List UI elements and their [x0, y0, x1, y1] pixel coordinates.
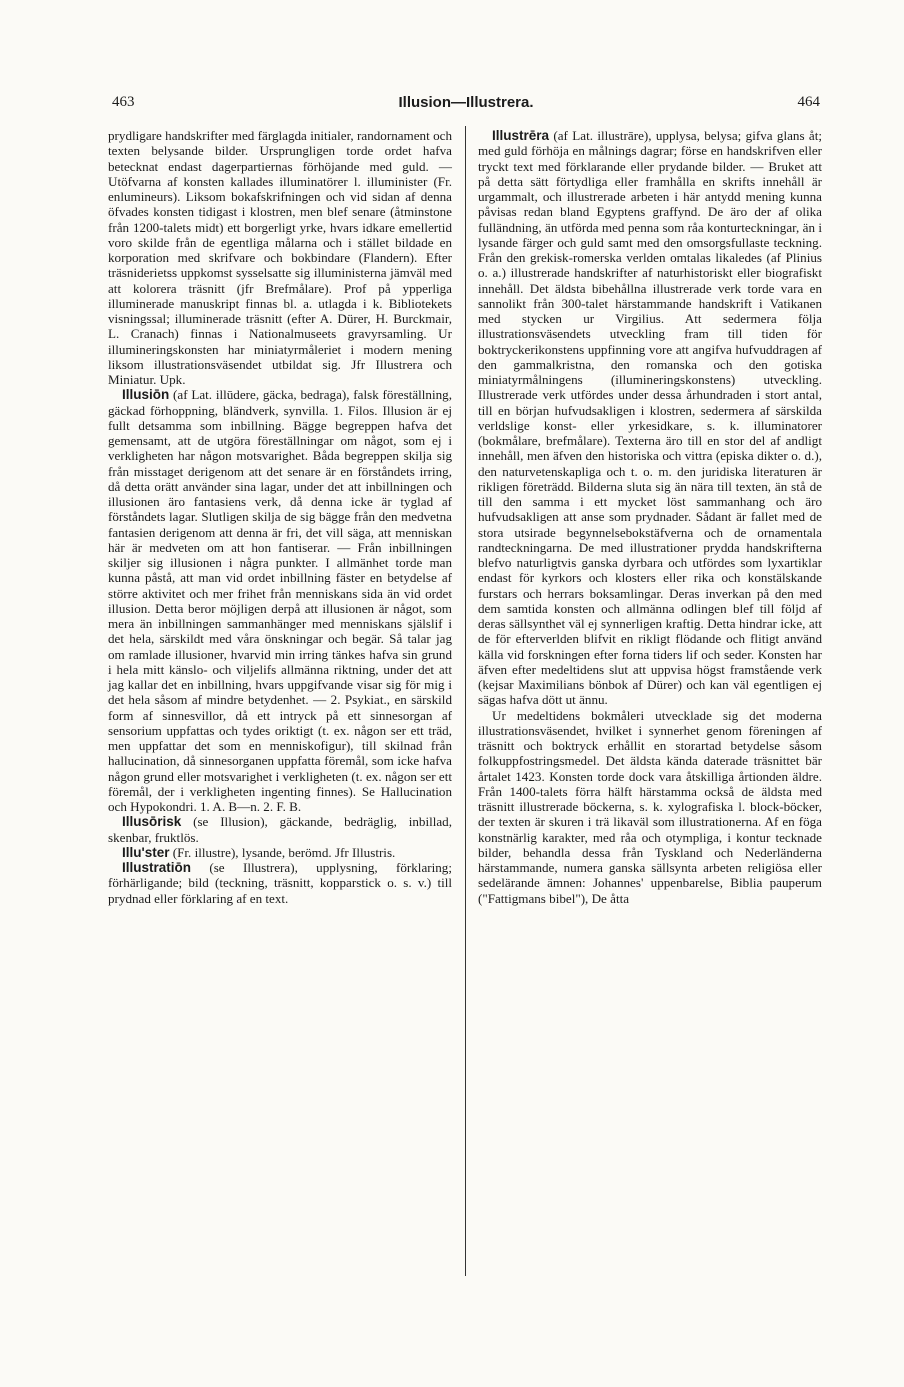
right-column	[478, 128, 822, 906]
entry-illustrera	[478, 128, 822, 708]
headword-illusion: Illusiōn	[122, 387, 170, 403]
entry-illustrera-paragraph-2: Ur medeltidens bokmåleri utvecklade sig det moderna illustrationsväsendet, hvilket i synnerhet genom föreningen af träsnitt och boktryck erhållit en storartad betydelse såsom folkuppfostringsmedel. Det äldsta kända daterade träsnittet bär årtalet 1423. Konsten torde dock vara åtskilliga årtionden äldre. Från 1400-talets förra hälft härstamma också de äldsta med träsnitt illustrerade böckerna, s. k. xylografiska l. block-böcker, der texten är skuren i trä likaväl som illustrationerna. Af en föga konstnärlig karakter, med råa och otympliga, i kontur tecknade bilder, behandla dessa från Tyskland och Nederländerna härstammande, numera ganska sällsynta arbeten religiösa eller sedelärande ämnen: Johannes' uppenbarelse, Biblia pauperum ("Fattigmans bibel"), De åtta	[478, 707, 822, 906]
entry-illusorisk-body: (se Illusion), gäckande, bedräglig, inbillad, skenbar, fruktlös.	[108, 814, 452, 845]
entry-illustration	[108, 860, 452, 906]
entry-illustrera-body: (af Lat. illustrāre), upplysa, belysa; gifva glans åt; med guld förhöja en målnings dagrar; förse en handskrifven eller tryckt text med förklarande eller prydande bilder. — Bruket att på detta sätt förtydliga eller framhålla en skrifts innehåll är urgammalt, och illustrerade arbeten i här antydd mening kunna påvisas redan bland Egyptens graffynd. De äro der af olika fulländning, än utförda med penna som råa konturteckningar, än i lysande färger och guld samt med den omsorgsfullaste teckning. Från den grekisk-romerska verlden omtalas likaledes (af Plinius o. a.) illustrerade handskrifter af naturhistoriskt eller biografiskt innehåll. Det äldsta bibehållna illustrerade verk torde vara en sannolikt från 300-talet härstammande handskrift i Vatikanen med stycken ur Virgilius. Att sedermera följa illustrationsväsendets utveckling fram till tiden för boktryckerikonstens uppfinning vore att angifva hufvuddragen af den gammalkristna, den romanska och den gotiska miniatyrmålningens (illumineringskonstens) utveckling. Illustrerade verk utfördes under dessa århundraden i stort antal, till en början hufvudsakligen i klostren, sedermera af särskilda verldslige konst- eller yrkesidkare, s. k. illuminatorer (bokmålare, brefmålare). Texterna äro till en stor del af andligt innehåll, men äfven den historiska och vittra (episka dikter o. d.), den naturvetenskapliga och t. o. m. den juridiska literaturen är rikligen företrädd. Bilderna sluta sig än nära till texten, än stå de till den samma i ett mycket löst sammanhang och äro hufvudsakligen att anse som prydnader. Sådant är fallet med de stora utsirade begynnelsebokstäfverna och de ornamentala randteckningarna. De med illustrationer prydda handskrifterna blefvo naturligtvis ganska dyrbara och utfördes som lyxartiklar endast för kyrkors och klosters eller rika och konstälskande furstars och herrars boksamlingar. Deras inverkan på den med dem samtida konsten och allmänna odlingen blef till följd af deras sällsynthet väl ej synnerligen kraftig. Detta hindrar icke, att de för efterverlden blifvit en rikligt flödande och flitigt använd källa vid forskningen efter forna tiders lif och seder. Konsten har äfven efter medeltidens slut att uppvisa högst framstående verk (kejsar Maximilians bönbok af Dürer) och kan väl egentligen ej sägas hafva dött ut ännu.	[478, 128, 822, 708]
page-number-left: 463	[112, 94, 135, 110]
running-header	[112, 94, 820, 118]
headword-illustrera: Illustrēra	[492, 128, 550, 143]
column-divider	[465, 126, 466, 1276]
entry-illuster-body: (Fr. illustre), lysande, berömd. Jfr Illustris.	[169, 844, 396, 860]
entry-illustration-body: (se Illustrera), upplysning, förklaring; förhärligande; bild (teckning, träsnitt, kopparstick o. s. v.) till prydnad eller förklaring af en text.	[108, 860, 452, 906]
headword-illustration: Illustratiōn	[122, 860, 192, 875]
entry-illusorisk	[108, 814, 452, 845]
headword-illuster: Illu'ster	[122, 844, 170, 860]
page-number-right: 464	[797, 94, 820, 110]
entry-illusion	[108, 387, 452, 814]
headword-illusorisk: Illusōrisk	[122, 814, 182, 830]
running-title: Illusion—Illustrera.	[398, 94, 534, 111]
left-column	[108, 128, 452, 906]
entry-illuster	[108, 845, 452, 860]
entry-illusion-body: (af Lat. illūdere, gäcka, bedraga), falsk föreställning, gäckad förhoppning, bländverk, synvilla. 1. Filos. Illusion är ej fullt detsamma som inbillning. Bägge begreppen hafva det gemensamt, att de utgöra föreställningar om något, som ej i verkligheten har någon motsvarighet. Båda begreppen skilja sig från misstaget derigenom att det senare är en förståndets irring, då detta orätt använder sina lagar, under det att inbillningen och illusionen äro fantasiens verk, då denna icke är tyglad af förståndets lagar. Slutligen skilja de sig bägge från den medvetna fantasien derigenom att denna är fri, det vill säga, att menniskan här är medveten om att hon fantiserar. — Från inbillningen skiljer sig illusionen i några punkter. I allmänhet torde man kunna påstå, att man vid ordet inbillning fäster en betydelse af större aktivitet och mer frihet från menniskans sida än vid ordet illusion. Detta beror möjligen derpå att illusionen är något, som mera än inbillningen sammanhänger med menniskans själslif i det hela, särskildt med våra önskningar och begär. Så talar jag om ramlade illusioner, hvarvid min irring tänkes hafva sin grund i hela mitt känslo- och viljelifs allmänna riktning, under det att jag kallar det en inbillning, hvars uppgifvande visar sig för mig i det hela såsom af mindre betydenhet. — 2. Psykiat., en särskild form af sinnesvillor, då ett intryck på ett sinnesorgan af sensorium uppfattas och tydes oriktigt (t. ex. någon ser ett träd, men uppfattar det som en menniskofigur), till skilnad från hallucination, då sinnesorganen uppfatta föremål, som icke hafva någon grund eller motsvarighet i verkligheten (t. ex. någon ser ett föremål, der i verkligheten ingenting finnes). Se Hallucination och Hypokondri. 1. A. B—n. 2. F. B.	[108, 387, 452, 814]
entry-continuation: prydligare handskrifter med färglagda initialer, randornament och texten belysande bilder. Ursprungligen torde ordet hafva betecknat endast dagerpartiernas förhöjande med guld. — Utöfvarna af konsten kallades illuminatörer l. illuminister (Fr. enlumineurs). Liksom bokafskrifningen och vid sidan af denna öfvades konsten tidigast i klostren, men blef senare (åtminstone från 1200-talets midt) ett borgerligt yrke, hvars idkare emellertid voro skilde från de egentliga målarna och i stället bildade en korporation med skrifvare och bokbindare (Flandern). Efter träsniderietss uppkomst sysselsatte sig illuministerna jämväl med att kolorera träsnitt (jfr Brefmålare). Prof på ypperliga illuminerade manuskript finnas bl. a. utlagda i k. Bibliotekets visningssal; illuminerade träsnitt (efter A. Dürer, H. Burckmair, L. Cranach) finnas i Nationalmuseets gravyrsamling. Ur illumineringskonsten har miniatyrmåleriet i modern mening liksom illustrationsväsendet utbildat sig. Jfr Illustrera och Miniatur. Upk.	[108, 128, 452, 387]
